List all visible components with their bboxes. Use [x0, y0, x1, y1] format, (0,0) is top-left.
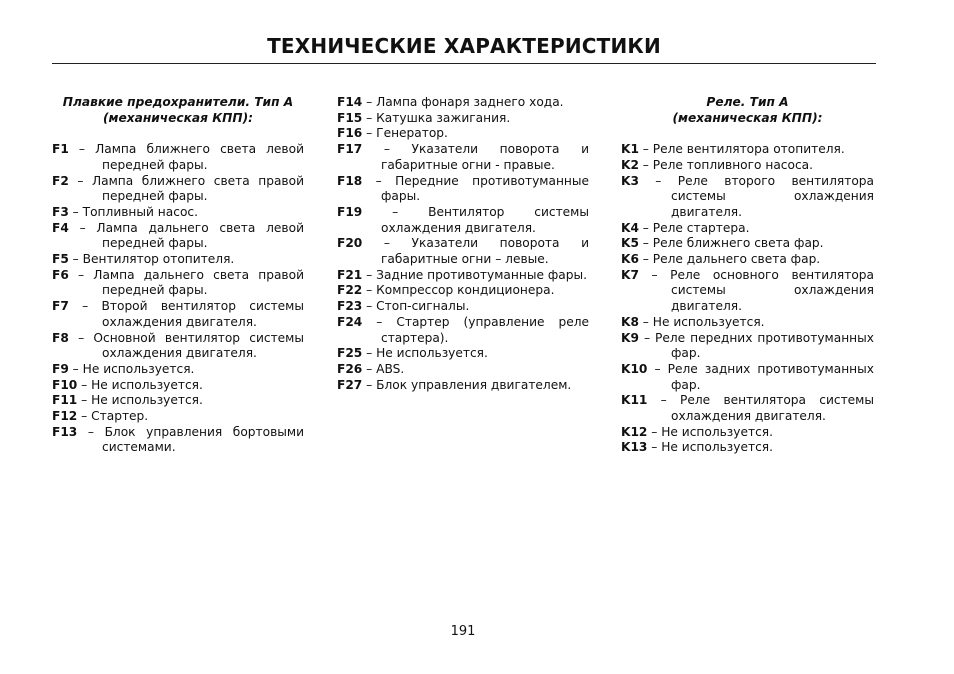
relay-entry	[621, 174, 874, 221]
fuse-entry	[337, 174, 589, 205]
relay-entry	[621, 268, 874, 315]
fuse-entry	[337, 378, 589, 394]
fuse-code: F22	[337, 283, 363, 298]
relay-code: K12	[621, 424, 648, 439]
relays-column	[621, 95, 874, 456]
fuse-code: F26	[337, 361, 363, 376]
fuse-description: – Задние противотуманные фары.	[362, 267, 587, 282]
fuse-entry	[337, 283, 589, 299]
fuse-description: – Компрессор кондиционера.	[362, 283, 555, 298]
relay-code: K4	[621, 220, 639, 235]
relay-description: – Реле второго вентилятора системы охлаждения двигателя.	[638, 173, 874, 219]
fuse-entry	[52, 393, 304, 409]
fuse-entry	[337, 95, 589, 111]
fuse-code: F17	[337, 142, 363, 157]
fuse-description: – Указатели поворота и габаритные огни - правые.	[362, 142, 589, 172]
relay-entry	[621, 362, 874, 393]
fuse-code: F13	[52, 424, 78, 439]
relay-entry	[621, 393, 874, 424]
fuse-entry	[337, 299, 589, 315]
relay-code: K11	[621, 393, 648, 408]
fuse-entry	[52, 425, 304, 456]
relay-code: K6	[621, 252, 639, 267]
relays-heading	[621, 95, 874, 126]
fuse-description: – Не используется.	[77, 377, 203, 392]
fuse-entry	[52, 221, 304, 252]
fuse-code: F6	[52, 267, 69, 282]
fuse-description: – Лампа дальнего света левой передней фары.	[68, 220, 304, 251]
fuse-description: – Лампа ближнего света левой передней фары.	[68, 142, 304, 172]
fuse-code: F8	[52, 330, 69, 345]
relay-entry	[621, 440, 874, 456]
fuse-code: F16	[337, 126, 363, 141]
fuse-entry	[337, 315, 589, 346]
fuse-entry	[52, 299, 304, 330]
fuse-description: – Генератор.	[362, 126, 448, 141]
fuse-description: – Катушка зажигания.	[362, 110, 511, 125]
fuse-code: F1	[52, 142, 69, 157]
relay-entry	[621, 236, 874, 252]
fuse-code: F4	[52, 220, 69, 235]
fuse-description: – Вентилятор отопителя.	[68, 252, 235, 267]
relay-description: – Реле вентилятора системы охлаждения двигателя.	[647, 393, 874, 424]
fuse-description: – Передние противотуманные фары.	[362, 173, 589, 204]
relay-entry	[621, 425, 874, 441]
fuse-entry	[52, 378, 304, 394]
fuse-code: F15	[337, 110, 363, 125]
fuse-description: – Стоп-сигналы.	[362, 299, 470, 314]
relay-description: – Реле задних противотуманных фар.	[647, 361, 874, 392]
fuse-description: – Стартер (управление реле стартера).	[362, 314, 589, 345]
relay-code: K10	[621, 361, 648, 376]
fuses-heading	[52, 95, 304, 126]
fuse-description: – Лампа фонаря заднего хода.	[362, 95, 564, 109]
relay-code: K8	[621, 314, 639, 329]
relays-heading-line2: (механическая КПП):	[672, 110, 823, 125]
relay-entry	[621, 331, 874, 362]
fuse-code: F24	[337, 314, 363, 329]
fuse-entry	[52, 252, 304, 268]
fuse-description: – Не используется.	[77, 393, 203, 408]
fuse-entry	[52, 142, 304, 173]
fuse-entry	[337, 126, 589, 142]
fuse-code: F3	[52, 204, 69, 219]
relay-description: – Не используется.	[638, 314, 765, 329]
relay-description: – Реле дальнего света фар.	[638, 252, 821, 267]
fuse-entry	[52, 174, 304, 205]
fuses-column-left	[52, 95, 304, 456]
fuses-heading-line1: Плавкие предохранители. Тип А	[62, 95, 294, 109]
fuse-code: F10	[52, 377, 78, 392]
fuse-entry	[337, 236, 589, 267]
relay-description: – Реле основного вентилятора системы охлаждения двигателя.	[638, 267, 874, 314]
fuse-code: F25	[337, 346, 363, 361]
relay-code: K7	[621, 267, 639, 282]
fuse-description: – Основной вентилятор системы охлаждения двигателя.	[68, 330, 304, 361]
fuse-code: F23	[337, 299, 363, 314]
fuse-description: – Стартер.	[77, 409, 149, 424]
relay-description: – Реле вентилятора отопителя.	[638, 142, 845, 157]
fuse-description: – Лампа ближнего света правой передней фары.	[68, 173, 304, 204]
fuse-description: – Второй вентилятор системы охлаждения двигателя.	[68, 299, 304, 329]
fuse-description: – Не используется.	[362, 346, 488, 361]
fuse-description: – Вентилятор системы охлаждения двигателя.	[362, 204, 589, 235]
fuse-description: – Топливный насос.	[68, 204, 198, 219]
fuse-code: F7	[52, 299, 69, 314]
fuse-code: F14	[337, 95, 363, 109]
fuse-code: F21	[337, 267, 363, 282]
fuse-entry	[337, 142, 589, 173]
relays-heading-line1: Реле. Тип А	[706, 95, 789, 109]
relay-entry	[621, 142, 874, 158]
relay-entry	[621, 158, 874, 174]
relay-description: – Реле ближнего света фар.	[638, 236, 824, 251]
relay-entry	[621, 221, 874, 237]
fuse-entry	[52, 409, 304, 425]
fuse-description: – Блок управления двигателем.	[362, 377, 572, 392]
title-divider	[52, 63, 876, 64]
fuse-code: F20	[337, 236, 363, 251]
relay-description: – Не используется.	[647, 440, 774, 455]
relay-code: K5	[621, 236, 639, 251]
fuse-code: F11	[52, 393, 78, 408]
fuse-entry	[52, 205, 304, 221]
fuse-code: F2	[52, 173, 69, 188]
fuses-column-middle	[337, 95, 589, 393]
fuse-code: F18	[337, 173, 363, 188]
fuse-code: F19	[337, 204, 363, 219]
fuse-entry	[337, 111, 589, 127]
relay-code: K9	[621, 330, 639, 345]
fuse-code: F5	[52, 252, 69, 267]
relay-entry	[621, 252, 874, 268]
fuse-entry	[337, 268, 589, 284]
fuse-description: – Не используется.	[68, 361, 195, 376]
fuse-description: – Лампа дальнего света правой передней фары.	[68, 267, 304, 298]
fuse-entry	[52, 362, 304, 378]
fuse-entry	[52, 331, 304, 362]
fuse-description: – Блок управления бортовыми системами.	[77, 424, 304, 455]
relay-description: – Не используется.	[647, 424, 774, 439]
relay-entry	[621, 315, 874, 331]
fuse-code: F27	[337, 377, 363, 392]
relay-code: K2	[621, 157, 639, 172]
relay-description: – Реле стартера.	[638, 220, 750, 235]
fuse-entry	[337, 346, 589, 362]
fuse-entry	[52, 268, 304, 299]
relay-code: K13	[621, 440, 648, 455]
fuse-code: F12	[52, 409, 78, 424]
fuse-description: – ABS.	[362, 361, 405, 376]
page-number: 191	[450, 624, 476, 639]
relay-description: – Реле передних противотуманных фар.	[638, 330, 874, 361]
fuse-entry	[337, 205, 589, 236]
fuse-entry	[337, 362, 589, 378]
fuses-heading-line2: (механическая КПП):	[102, 110, 254, 125]
fuse-description: – Указатели поворота и габаритные огни – левые.	[362, 236, 589, 267]
page-title: ТЕХНИЧЕСКИЕ ХАРАКТЕРИСТИКИ	[267, 34, 661, 58]
relay-description: – Реле топливного насоса.	[638, 157, 814, 172]
relay-code: K1	[621, 142, 639, 157]
relay-code: K3	[621, 173, 639, 188]
fuse-code: F9	[52, 361, 69, 376]
